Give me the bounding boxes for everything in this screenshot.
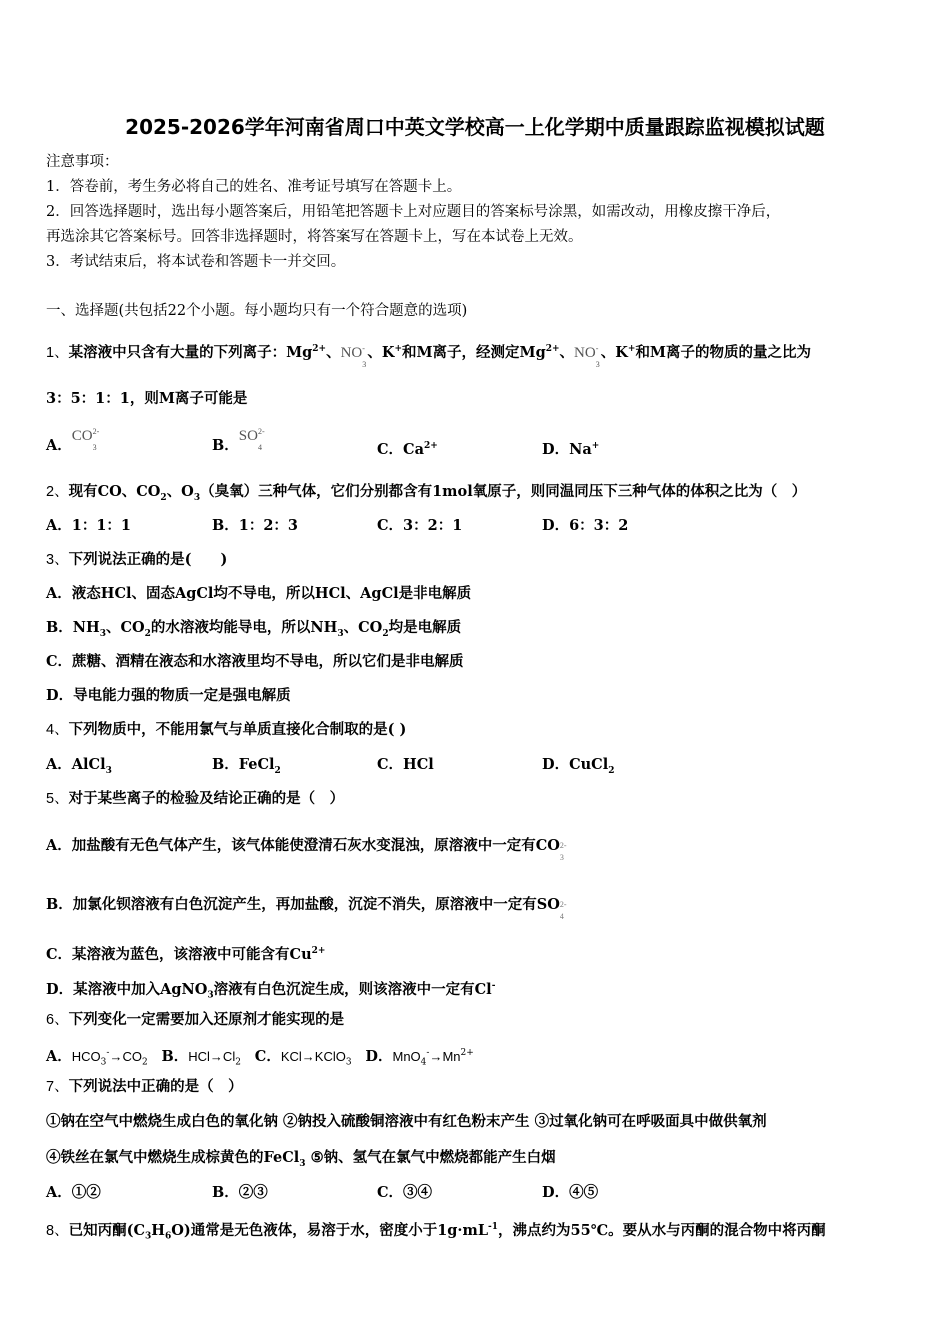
section-heading: 一、选择题(共包括22个小题。每小题均只有一个符合题意的选项) [46,303,468,319]
q1-option-a: A．CO 2- 3 [46,427,100,454]
q4-option-a: A．AlCl$_3$ [46,756,112,776]
q4-option-d: D．CuCl$_2$ [542,756,615,776]
nitrate-ion: NO - 3 [340,343,367,369]
q7-option-d: D．④⑤ [542,1184,599,1201]
q7-option-a: A．①② [46,1184,101,1201]
notice-item-2-cont: 再选涂其它答案标号。回答非选择题时，将答案写在答题卡上，写在本试卷上无效。 [46,229,583,245]
q5-option-d: D．某溶液中加入AgNO$_3$溶液有白色沉淀生成，则该溶液中一定有Cl- [46,980,496,1001]
q2-option-c: C．3：2：1 [377,517,463,534]
question-1-line-2: 3：5：1：1，则M离子可能是 [46,390,248,407]
notice-heading: 注意事项： [46,154,119,170]
nitrate-ion: NO - 3 [574,343,600,369]
question-4: 4、下列物质中，不能用氯气与单质直接化合制取的是( ) [46,721,407,738]
question-5: 5、对于某些离子的检验及结论正确的是（ ） [46,790,345,807]
notice-item-1: 1．答卷前，考生务必将自己的姓名、准考证号填写在答题卡上。 [46,179,462,195]
q6-options: A．$HCO_3^-\to CO_2$ B．$HCl\to Cl_2$ C．KCl→KClO$_3$ D．$MnO_4^-\to Mn^{2+}$ [46,1047,474,1068]
q5-option-a: A．加盐酸有无色气体产生，该气体能使澄清石灰水变混浊，原溶液中一定有CO 2- 3 [46,837,567,862]
q2-option-b: B．1：2：3 [212,517,299,534]
question-3: 3、下列说法正确的是( ) [46,551,228,568]
question-7: 7、下列说法中正确的是（ ） [46,1078,243,1095]
q5-option-c: C．某溶液为蓝色，该溶液中可能含有$Cu^{2+}$ [46,945,326,963]
q7-option-b: B．②③ [212,1184,268,1201]
q5-option-b: B．加氯化钡溶液有白色沉淀产生，再加盐酸，沉淀不消失，原溶液中一定有SO 2- 4 [46,896,567,921]
q2-option-a: A．1：1：1 [46,517,132,534]
question-1-line-1: 1、某溶液中只含有大量的下列离子：$Mg^{2+}$、NO - 3 、K+和M离子，经测定$Mg^{2+}$、NO - 3 、K+和M离子的物质的量之比为 [46,343,811,369]
q4-option-c: C．HCl [377,756,434,773]
notice-item-3: 3．考试结束后，将本试卷和答题卡一并交回。 [46,254,346,270]
page-title: 2025-2026学年河南省周口中英文学校高一上化学期中质量跟踪监视模拟试题 [125,115,825,139]
q7-option-c: C．③④ [377,1184,433,1201]
q4-option-b: B．FeCl$_2$ [212,756,281,776]
q7-statements-1: ①钠在空气中燃烧生成白色的氧化钠 ②钠投入硫酸铜溶液中有红色粉末产生 ③过氧化钠可在呼吸面具中做供氧剂 [46,1113,767,1130]
question-number: 1、 [46,344,69,361]
q1-option-b: B．SO 2- 4 [212,427,265,454]
notice-item-2: 2．回答选择题时，选出每小题答案后，用铅笔把答题卡上对应题目的答案标号涂黑，如需改动，用橡皮擦干净后， [46,204,781,220]
q3-option-a: A．液态HCl、固态AgCl均不导电，所以HCl、AgCl是非电解质 [46,585,472,602]
question-2: 2、现有CO、$CO_2$、$O_3$（臭氧）三种气体，它们分别都含有1mol氧原子，则同温同压下三种气体的体积之比为（ ） [46,483,807,503]
q3-option-c: C．蔗糖、酒精在液态和水溶液里均不导电，所以它们是非电解质 [46,653,464,670]
q3-option-b: B．$NH_3$、$CO_2$的水溶液均能导电，所以$NH_3$、$CO_2$均是电解质 [46,619,462,639]
question-6: 6、下列变化一定需要加入还原剂才能实现的是 [46,1011,345,1028]
q1-option-d: D．Na+ [542,440,600,458]
q3-option-d: D．导电能力强的物质一定是强电解质 [46,687,291,704]
q2-option-d: D．6：3：2 [542,517,629,534]
q1-option-c: C．$Ca^{2+}$ [377,440,438,458]
question-8: 8、已知丙酮$(C_3H_6O)$通常是无色液体，易溶于水，密度小于$1g\cdot mL^{-1}$，沸点约为55℃。要从水与丙酮的混合物中将丙酮 [46,1221,826,1242]
q7-statements-2: ④铁丝在氯气中燃烧生成棕黄色的FeCl$_3$ ⑤钠、氢气在氯气中燃烧都能产生白烟 [46,1149,556,1169]
